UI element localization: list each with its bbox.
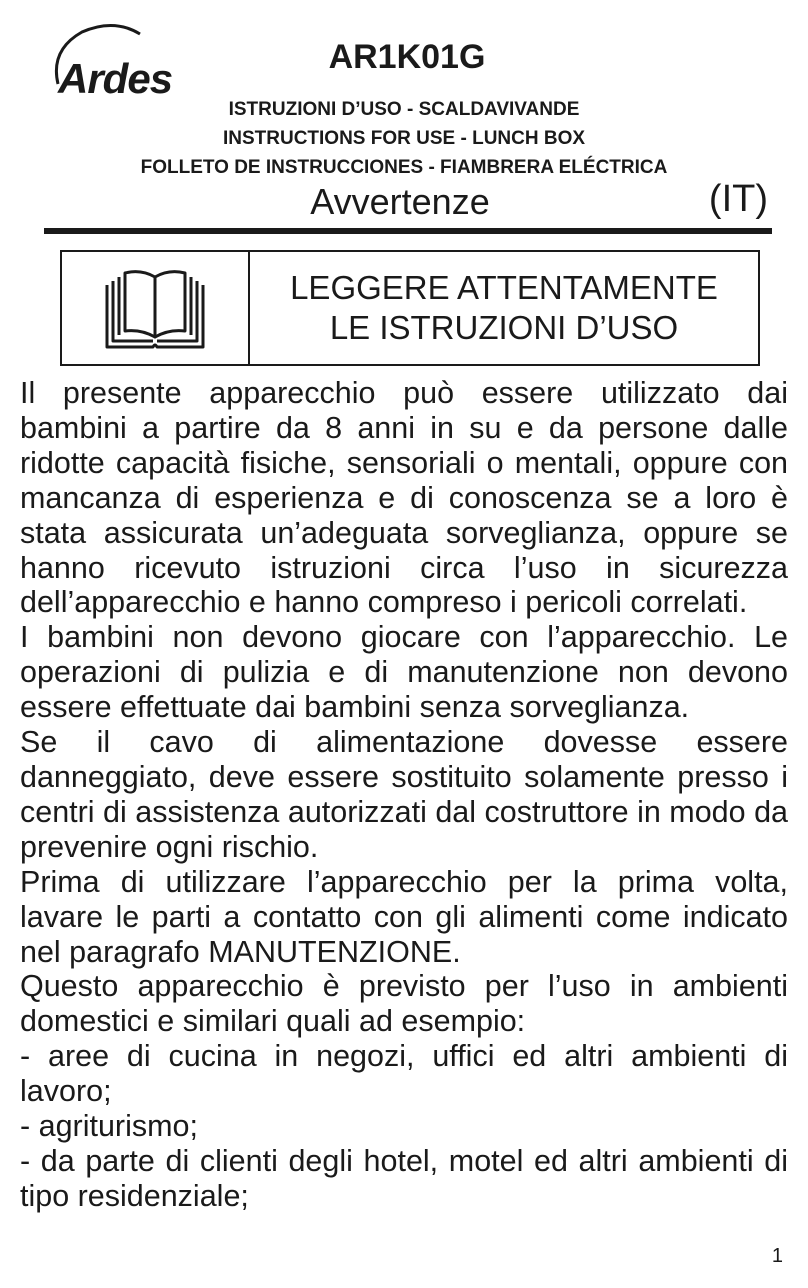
list-item: - da parte di clienti degli hotel, motel ed altri ambienti di tipo residenziale; <box>20 1143 788 1213</box>
paragraph: Il presente apparecchio può essere utilizzato dai bambini a partire da 8 anni in su e da persone dalle ridotte capacità fisiche, sensoriali o mentali, oppure con mancanza di esperienza e di conoscenza se a loro è stata assicurata un’adeguata sorveglianza, oppure se hanno ricevuto istruzioni circa l’uso in sicurezza dell’apparecchio e hanno compreso i pericoli correlati. <box>20 376 788 620</box>
warning-text <box>250 252 758 364</box>
paragraph: Questo apparecchio è previsto per l’uso in ambienti domestici e similari quali ad esempio: <box>20 969 788 1039</box>
list-item: - aree di cucina in negozi, uffici ed altri ambienti di lavoro; <box>20 1039 788 1109</box>
list-item: - agriturismo; <box>20 1109 198 1144</box>
language-code: (IT) <box>708 178 768 220</box>
model-number: AR1K01G <box>328 38 486 76</box>
header-divider <box>44 228 772 234</box>
read-instructions-box <box>60 250 760 366</box>
paragraph: Prima di utilizzare l’apparecchio per la prima volta, lavare le parti a contatto con gli alimenti come indicato nel paragrafo MANUTENZIONE. <box>20 864 788 969</box>
warning-line-1: LEGGERE ATTENTAMENTE <box>290 269 718 306</box>
warnings-body <box>20 376 788 1214</box>
subtitle-english: INSTRUCTIONS FOR USE - LUNCH BOX <box>222 128 586 149</box>
logo-wordmark: Ardes <box>58 55 173 102</box>
section-title: Avvertenze <box>310 181 490 222</box>
page-number: 1 <box>771 1245 783 1267</box>
paragraph: Se il cavo di alimentazione dovesse essere danneggiato, deve essere sostituito solamente presso i centri di assistenza autorizzati dal costruttore in modo da prevenire ogni rischio. <box>20 725 788 864</box>
subtitle-spanish: FOLLETO DE INSTRUCCIONES - FIAMBRERA ELÉCTRICA <box>140 157 668 178</box>
paragraph: I bambini non devono giocare con l’apparecchio. Le operazioni di pulizia e di manutenzione non devono essere effettuate dai bambini senza sorveglianza. <box>20 620 788 725</box>
warning-line-2: LE ISTRUZIONI D’USO <box>329 309 679 346</box>
subtitle-italian: ISTRUZIONI D’USO - SCALDAVIVANDE <box>228 99 580 120</box>
open-book-icon <box>103 265 207 351</box>
warning-icon-cell <box>62 252 250 364</box>
